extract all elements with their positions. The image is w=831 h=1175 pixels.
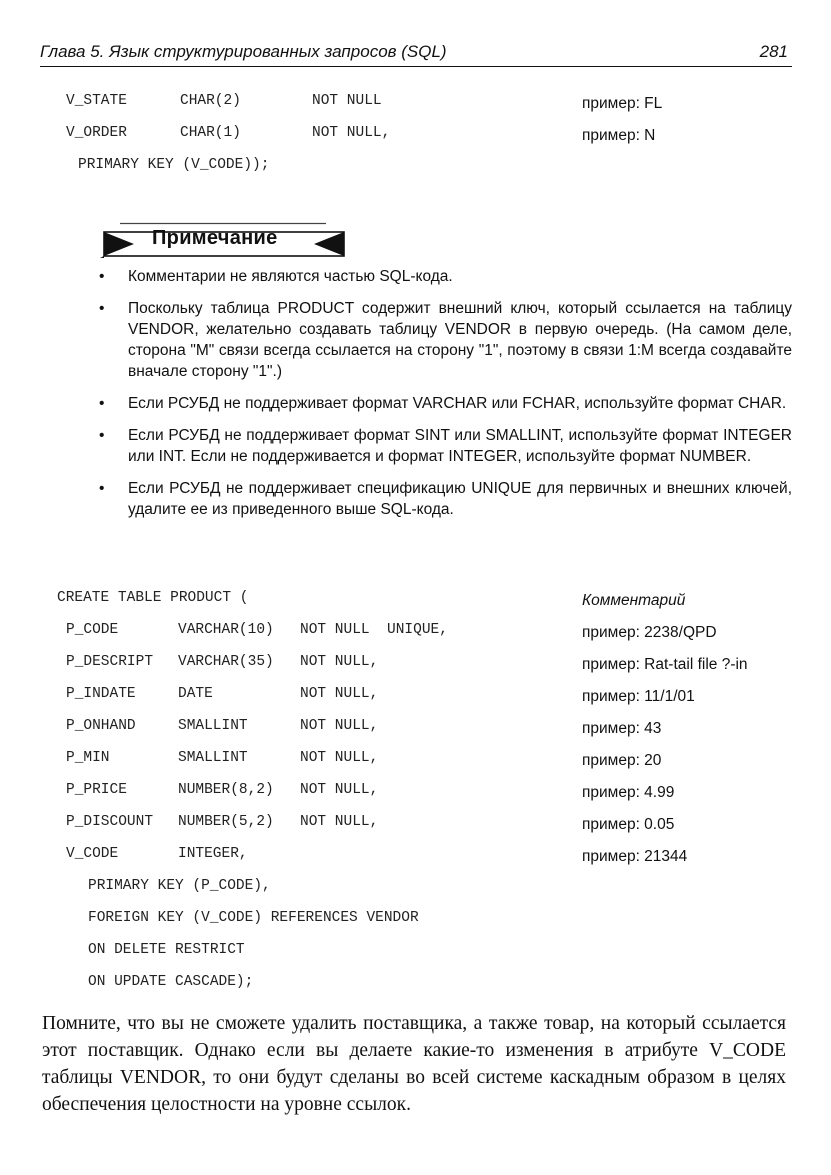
code-col-name: P_INDATE [66,686,136,702]
bullet-icon: • [99,480,105,497]
code-col-type: SMALLINT [178,718,248,734]
code-comment: пример: 2238/QPD [582,624,717,641]
list-item [96,393,792,414]
page-number: 281 [759,42,788,61]
code-on-update-line: ON UPDATE CASCADE); [88,974,254,990]
code-col-constraint: NOT NULL [312,93,382,109]
code-foreign-key-line: FOREIGN KEY (V_CODE) REFERENCES VENDOR [88,910,419,926]
code-col-name: P_MIN [66,750,110,766]
code-col-name: P_DESCRIPT [66,654,154,670]
code-comment: пример: 11/1/01 [582,688,695,705]
bullet-icon: • [99,427,105,444]
code-primary-key-line: PRIMARY KEY (V_CODE)); [78,157,270,173]
code-comment: пример: FL [582,95,663,112]
note-title: Примечание [152,227,278,249]
bullet-icon: • [99,395,105,412]
code-col-type: CHAR(1) [180,125,241,141]
bullet-icon: • [99,300,105,317]
code-create-table-line: CREATE TABLE PRODUCT ( [57,590,249,606]
code-col-constraint: NOT NULL, [300,782,379,798]
code-comment: пример: 20 [582,752,662,769]
code-col-type: VARCHAR(35) [178,654,274,670]
comment-column-header: Комментарий [582,592,686,609]
list-item [96,478,792,520]
code-on-delete-line: ON DELETE RESTRICT [88,942,245,958]
code-primary-key-line: PRIMARY KEY (P_CODE), [88,878,271,894]
list-item [96,266,792,287]
body-paragraph: Помните, что вы не сможете удалить поставщика, а также товар, на который ссылается этот поставщик. Однако если вы делаете какие-то изменения в атрибуте V_CODE таблицы VENDOR, то они будут сделаны во всей системе каскадным образом в целях обеспечения целостности на уровне ссылок. [42,1013,786,1115]
code-col-type: SMALLINT [178,750,248,766]
code-col-constraint: NOT NULL, [300,654,379,670]
code-col-name: V_STATE [66,93,127,109]
code-comment: пример: 0.05 [582,816,675,833]
bullet-text: Если РСУБД не поддерживает формат SINT или SMALLINT, используйте формат INTEGER или INT. Если не поддерживается и формат INTEGER, используйте формат NUMBER. [128,427,792,465]
code-col-type: NUMBER(5,2) [178,814,274,830]
bullet-text: Поскольку таблица PRODUCT содержит внешний ключ, который ссылается на таблицу VENDOR, желательно создавать таблицу VENDOR в первую очередь. (На самом деле, сторона "М" связи всегда ссылается на сторону "1", поэтому в связи 1:М всегда создавайте вначале сторону "1".) [128,300,792,380]
running-head [40,40,792,67]
code-comment: пример: Rat-tail file ?-in [582,656,748,673]
code-col-name: P_DISCOUNT [66,814,154,830]
code-col-name: P_ONHAND [66,718,136,734]
code-col-constraint: NOT NULL, [300,686,379,702]
code-comment: пример: 4.99 [582,784,675,801]
code-col-name: V_CODE [66,846,119,862]
bullet-text: Если РСУБД не поддерживает спецификацию UNIQUE для первичных и внешних ключей, удалите ее из приведенного выше SQL-кода. [128,480,792,518]
bullet-text: Комментарии не являются частью SQL-кода. [128,268,453,285]
bullet-text: Если РСУБД не поддерживает формат VARCHAR или FCHAR, используйте формат CHAR. [128,395,787,412]
code-col-constraint: NOT NULL, [300,814,379,830]
list-item [96,425,792,467]
code-comment: пример: 21344 [582,848,688,865]
code-comment: пример: N [582,127,656,144]
note-bullet-list [96,266,792,531]
code-col-type: DATE [178,686,213,702]
code-col-constraint: NOT NULL UNIQUE, [300,622,448,638]
chapter-title: Глава 5. Язык структурированных запросов (SQL) [40,42,447,61]
code-col-constraint: NOT NULL, [300,718,379,734]
bullet-icon: • [99,268,105,285]
code-col-constraint: NOT NULL, [300,750,379,766]
code-col-type: NUMBER(8,2) [178,782,274,798]
code-col-name: P_CODE [66,622,119,638]
code-col-constraint: NOT NULL, [312,125,391,141]
code-comment: пример: 43 [582,720,662,737]
code-col-type: VARCHAR(10) [178,622,274,638]
list-item [96,298,792,382]
code-col-name: V_ORDER [66,125,127,141]
note-banner [100,222,348,258]
code-col-type: CHAR(2) [180,93,241,109]
code-col-type: INTEGER, [178,846,248,862]
code-col-name: P_PRICE [66,782,127,798]
